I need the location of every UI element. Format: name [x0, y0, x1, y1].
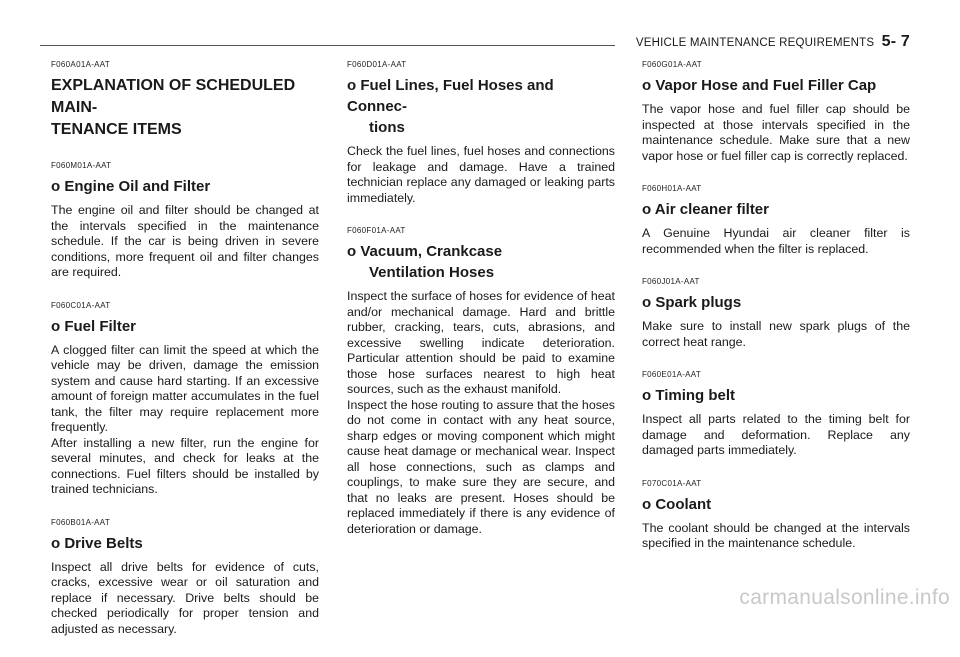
section — [347, 60, 615, 206]
paragraph: Inspect all parts related to the timing belt for damage and deformation. Replace any damaged parts immediately. — [642, 412, 910, 457]
section-heading-text: o Vapor Hose and Fuel Filler Cap — [642, 77, 877, 94]
section-body — [51, 203, 319, 281]
section-body — [642, 102, 910, 164]
section — [642, 277, 910, 350]
section-body — [642, 226, 910, 257]
page-header — [636, 33, 910, 51]
paragraph: Check the fuel lines, fuel hoses and connections for leakage and damage. Have a trained technician replace any damaged or leaking parts immediately. — [347, 144, 615, 205]
section-heading-text: o Fuel Filter — [51, 317, 137, 335]
section-heading-text: o Coolant — [642, 495, 712, 513]
paragraph: The coolant should be changed at the intervals specified in the maintenance schedule. — [642, 520, 910, 550]
section-heading-continuation: Ventilation Hoses — [369, 264, 495, 281]
paragraph: The engine oil and filter should be changed at the intervals specified in the maintenance schedule. If the car is being driven in severe conditions, more frequent oil and filter changes are required. — [51, 203, 319, 279]
column-middle — [347, 60, 615, 557]
watermark: carmanualsonline.info — [739, 586, 950, 609]
section-code: F060H01A-AAT — [642, 184, 702, 193]
section-code: F060F01A-AAT — [347, 226, 406, 235]
section-heading — [642, 292, 910, 313]
section — [642, 370, 910, 459]
section-heading-text: o Air cleaner filter — [642, 201, 769, 218]
section-heading — [347, 75, 615, 138]
section — [642, 479, 910, 552]
section-heading-text: EXPLANATION OF SCHEDULED MAIN- — [51, 77, 296, 116]
section — [51, 301, 319, 498]
section-heading-text: o Vacuum, Crankcase — [347, 243, 503, 260]
header-rule — [40, 45, 615, 46]
section-heading — [51, 316, 319, 337]
section-heading-text: o Spark plugs — [642, 294, 742, 311]
section-body — [347, 144, 615, 206]
paragraph: A clogged filter can limit the speed at which the vehicle may be driven, damage the emission system and cause hard starting. If an excessive amount of foreign matter accumulates in the fuel tank, the filter may require replacement more frequently. — [51, 342, 319, 434]
section-heading-text: o Drive Belts — [51, 534, 143, 552]
section-body — [51, 343, 319, 498]
paragraph: Inspect all drive belts for evidence of cuts, cracks, excessive wear or oil saturation and replace if necessary. Drive belts should be checked periodically for proper tension and adjusted as necessary. — [51, 559, 319, 636]
section-heading-continuation: tions — [369, 119, 405, 136]
section-code: F060G01A-AAT — [642, 60, 702, 69]
section-heading-text: o Fuel Lines, Fuel Hoses and Connec- — [347, 77, 554, 115]
section-heading — [642, 494, 910, 515]
section-body — [642, 521, 910, 552]
paragraph: Inspect the hose routing to assure that the hoses do not come in contact with any heat source, sharp edges or moving component which might cause heat damage or mechanical wear. Inspect all hose connections, such as clamps and couplings, to make sure they are secure, and that no leaks are present. Hoses should be replaced immediately if there is any evidence of deterioration or damage. — [347, 397, 615, 536]
section-code: F060M01A-AAT — [51, 161, 112, 170]
paragraph: A Genuine Hyundai air cleaner filter is recommended when the filter is replaced. — [642, 226, 910, 256]
section — [51, 161, 319, 281]
section-code: F060J01A-AAT — [642, 277, 700, 286]
paragraph: Make sure to install new spark plugs of the correct heat range. — [642, 319, 910, 349]
paragraph: The vapor hose and fuel filler cap should be inspected at those intervals specified in the maintenance schedule. Make sure that a new vapor hose or fuel filler cap is correctly replaced. — [642, 102, 910, 163]
section-heading-text: o Timing belt — [642, 387, 736, 404]
section-body — [642, 319, 910, 350]
section-heading — [642, 75, 910, 96]
section — [51, 60, 319, 141]
section-code: F060E01A-AAT — [642, 370, 702, 379]
column-right — [642, 60, 910, 572]
page-number: 5- 7 — [881, 33, 910, 50]
paragraph: After installing a new filter, run the engine for several minutes, and check for leaks at the connections. Fuel filters should be installed by trained technicians. — [51, 435, 319, 496]
section-heading — [51, 176, 319, 197]
section-heading — [51, 75, 319, 141]
section-code: F060A01A-AAT — [51, 60, 111, 69]
section — [347, 226, 615, 537]
paragraph: Inspect the surface of hoses for evidence of heat and/or mechanical damage. Hard and brittle rubber, cracking, tears, cuts, abrasions, and excessive swelling indicate deterioration. Particular attention should be paid to examine those hose surfaces nearest to high heat sources, such as the exhaust manifold. — [347, 289, 615, 396]
section-heading-text: o Engine Oil and Filter — [51, 178, 211, 195]
header-title: VEHICLE MAINTENANCE REQUIREMENTS — [635, 37, 875, 49]
section-heading — [347, 241, 615, 283]
section-code: F060C01A-AAT — [51, 300, 111, 310]
section-heading — [642, 385, 910, 406]
section — [51, 518, 319, 638]
section-code: F060B01A-AAT — [51, 517, 111, 527]
section-body — [347, 289, 615, 537]
column-left — [51, 60, 319, 657]
section-heading — [642, 199, 910, 220]
footer — [0, 588, 960, 612]
section — [642, 184, 910, 257]
section-code: F070C01A-AAT — [642, 478, 702, 488]
section-code: F060D01A-AAT — [347, 60, 407, 69]
section-heading-continuation: TENANCE ITEMS — [51, 121, 182, 138]
section-heading — [51, 533, 319, 554]
section — [642, 60, 910, 164]
section-body — [642, 412, 910, 459]
